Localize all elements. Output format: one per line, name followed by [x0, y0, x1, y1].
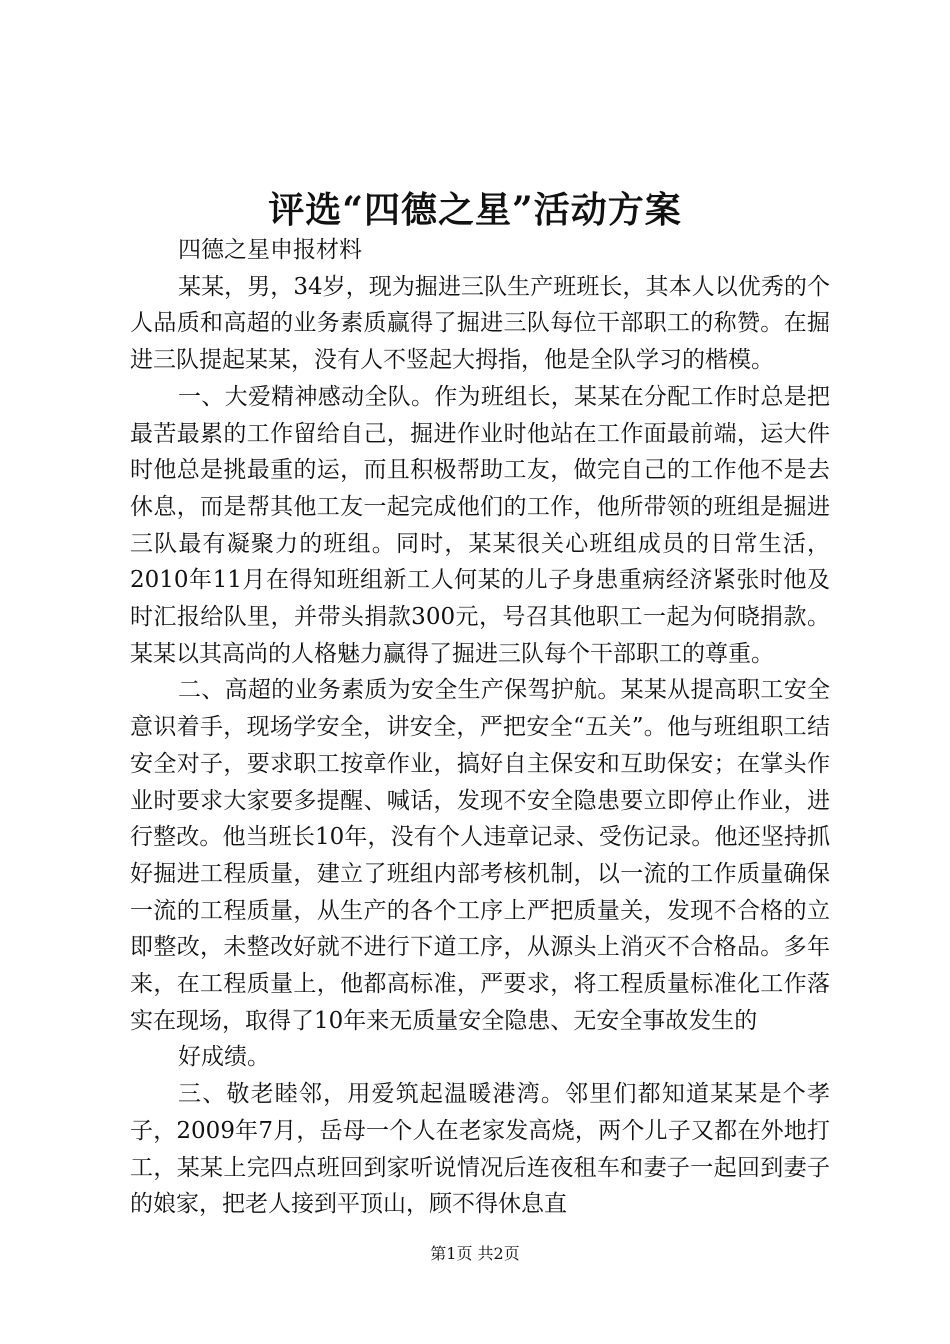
document-title: 评选“四德之星”活动方案	[268, 189, 682, 231]
page-number-footer: 第1页 共2页	[430, 1244, 520, 1263]
paragraph: 好成绩。	[178, 1044, 270, 1071]
paragraph: 一、大爱精神感动全队。作为班组长，某某在分配工作时总是把最苦最累的工作留给自己，掘进作业时他站在工作面最前端，运大件时他总是挑最重的运，而且积极帮助工友，做完自己的工作他不是去休息，而是帮其他工友一起完成他们的工作，他所带领的班组是掘进三队最有凝聚力的班组。同时，某某很关心班组成员的日常生活，2010年11月在得知班组新工人何某的儿子身患重病经济紧张时他及时汇报给队里，并带头捐款300元，号召其他职工一起为何晓捐款。某某以其高尚的人格魅力赢得了掘进三队每个干部职工的尊重。	[130, 383, 830, 667]
paragraph: 三、敬老睦邻，用爱筑起温暖港湾。邻里们都知道某某是个孝子，2009年7月，岳母一个人在老家发高烧，两个儿子又都在外地打工，某某上完四点班回到家听说情况后连夜租车和妻子一起回到妻子的娘家，把老人接到平顶山，顾不得休息直	[130, 1081, 830, 1218]
section-heading: 四德之星申报材料	[178, 237, 362, 263]
paragraph: 某某，男，34岁，现为掘进三队生产班班长，其本人以优秀的个人品质和高超的业务素质赢得了掘进三队每位干部职工的称赞。在掘进三队提起某某，没有人不竖起大拇指，他是全队学习的楷模。	[130, 273, 830, 374]
document-body	[130, 232, 830, 1223]
paragraph: 二、高超的业务素质为安全生产保驾护航。某某从提高职工安全意识着手，现场学安全，讲安全，严把安全“五关”。他与班组职工结安全对子，要求职工按章作业，搞好自主保安和互助保安；在掌头作业时要求大家要多提醒、喊话，发现不安全隐患要立即停止作业，进行整改。他当班长10年，没有个人违章记录、受伤记录。他还坚持抓好掘进工程质量，建立了班组内部考核机制，以一流的工作质量确保一流的工程质量，从生产的各个工序上严把质量关，发现不合格的立即整改，未整改好就不进行下道工序，从源头上消灭不合格品。多年来，在工程质量上，他都高标准，严要求，将工程质量标准化工作落实在现场，取得了10年来无质量安全隐患、无安全事故发生的	[130, 677, 830, 1034]
